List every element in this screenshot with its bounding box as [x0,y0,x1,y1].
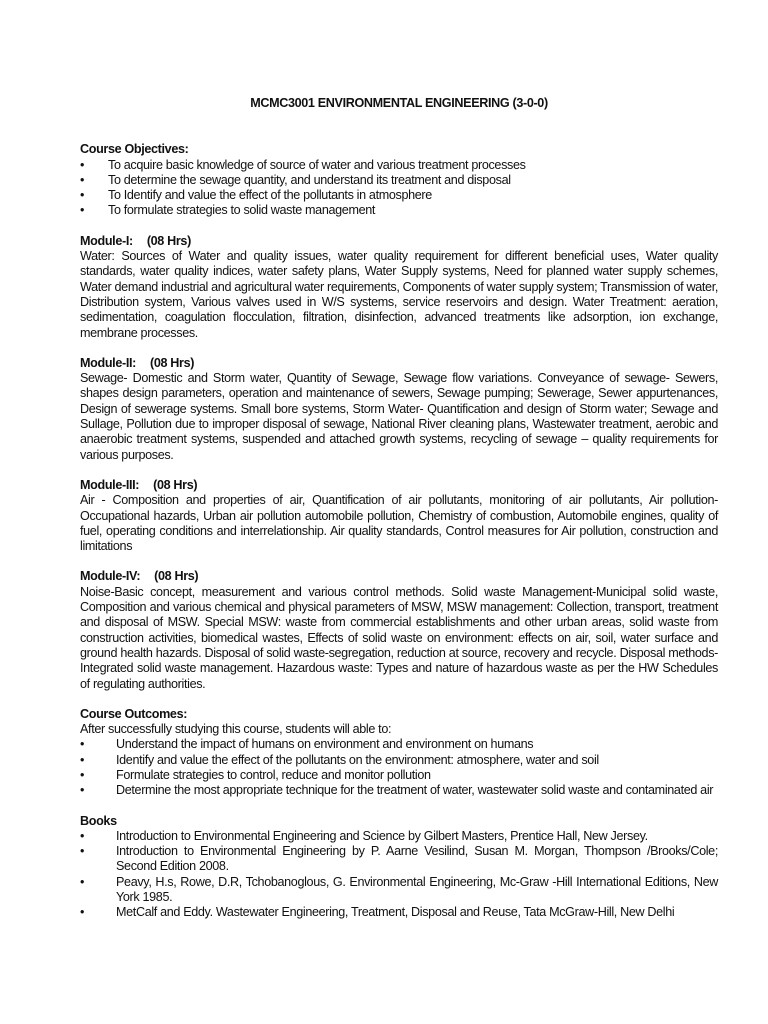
course-outcomes-intro: After successfully studying this course, students will able to: [80,722,392,737]
module-3-section [80,478,718,554]
list-item-text: Understand the impact of humans on environment and environment on humans [116,737,534,752]
list-item-text: Formulate strategies to control, reduce and monitor pollution [116,767,431,782]
bullet-icon: • [80,188,85,203]
course-objectives-heading: Course Objectives: [80,142,189,157]
course-outcomes-section [80,707,718,799]
list-item [80,753,718,768]
list-item [80,188,718,203]
module-hours: (08 Hrs) [149,355,195,370]
module-1-section [80,234,718,341]
bullet-icon: • [80,752,85,767]
list-item-text: Introduction to Environmental Engineering and Science by Gilbert Masters, Prentice Hall, New Jersey. [116,828,648,843]
bullet-icon: • [80,157,85,172]
list-item [80,844,718,875]
objectives-list [80,158,718,219]
list-item [80,768,718,783]
bullet-icon: • [80,203,85,218]
course-outcomes-heading: Course Outcomes: [80,706,188,721]
bullet-icon: • [80,905,85,920]
list-item-text: Determine the most appropriate technique for the treatment of water, wastewater solid waste and contaminated air [116,783,714,798]
module-label: Module-I: [80,233,133,248]
course-objectives-section [80,142,718,218]
bullet-icon: • [80,172,85,187]
list-item [80,737,718,752]
module-heading [80,478,718,493]
list-item-text: To Identify and value the effect of the pollutants in atmosphere [108,188,432,203]
bullet-icon: • [80,828,85,843]
document-title: MCMC3001 ENVIRONMENTAL ENGINEERING (3-0-0) [250,96,548,110]
bullet-icon: • [80,737,85,752]
list-item [80,158,718,173]
module-hours: (08 Hrs) [153,477,198,492]
module-description: Sewage- Domestic and Storm water, Quantity of Sewage, Sewage flow variations. Conveyance of sewage- Sewers, shapes design parameters, operation and maintenance of sewers, Sewage pumping; Sewerage, Sewer appurtenances, Design of sewerage systems. Small bore systems, Storm Water- Quantification and design of Storm water; Sewage and Sullage, Pollution due to improper disposal of sewage, National River cleaning plans, Wastewater treatment, aerobic and anaerobic treatment systems, suspended and attached growth systems, recycling of sewage – quality requirements for various purposes. [80,371,718,462]
module-heading [80,234,718,249]
list-item [80,173,718,188]
bullet-icon: • [80,783,85,798]
list-item [80,875,718,906]
books-list [80,829,718,921]
bullet-icon: • [80,767,85,782]
module-4-section [80,569,718,691]
module-hours: (08 Hrs) [146,233,191,248]
module-description: Air - Composition and properties of air, Quantification of air pollutants, monitoring of air pollutants, Air pollution- Occupational hazards, Urban air pollution automobile pollution, Chemistry of combustion, Automobile engines, quality of fuel, operating conditions and interrelationship. Air quality standards, Control measures for Air pollution, construction and limitations [80,493,718,554]
module-label: Module-III: [80,477,140,492]
module-description: Water: Sources of Water and quality issues, water quality requirement for different beneficial uses, Water quality standards, water quality indices, water safety plans, Water Supply systems, Need for planned water supply schemes, Water demand industrial and agricultural water requirements, Components of water supply system; Transmission of water, Distribution system, Various valves used in W/S systems, service reservoirs and design. Water Treatment: aeration, sedimentation, coagulation flocculation, filtration, disinfection, advanced treatments like adsorption, ion exchange, membrane processes. [80,249,718,340]
module-heading [80,569,718,584]
bullet-icon: • [80,844,85,859]
list-item-text: To acquire basic knowledge of source of water and various treatment processes [108,157,526,172]
outcomes-list [80,737,718,798]
list-item-text: Peavy, H.s, Rowe, D.R, Tchobanoglous, G. Environmental Engineering, Mc-Graw -Hill International Editions, New York 1985. [116,874,718,905]
module-label: Module-II: [80,355,136,370]
bullet-icon: • [80,874,85,889]
list-item [80,829,718,844]
list-item-text: To determine the sewage quantity, and understand its treatment and disposal [108,172,511,187]
document-page [80,96,718,936]
list-item-text: Introduction to Environmental Engineering by P. Aarne Vesilind, Susan M. Morgan, Thompson /Brooks/Cole; Second Edition 2008. [116,844,718,874]
books-heading: Books [80,813,117,828]
list-item-text: Identify and value the effect of the pollutants on the environment: atmosphere, water and soil [116,752,599,767]
books-section [80,814,718,921]
module-hours: (08 Hrs) [154,569,199,584]
list-item [80,783,718,798]
list-item [80,905,718,920]
module-description: Noise-Basic concept, measurement and various control methods. Solid waste Management-Municipal solid waste, Composition and various chemical and physical parameters of MSW, MSW management: Collection, transport, treatment and disposal of MSW. Special MSW: waste from commercial establishments and other urban areas, solid waste from construction activities, biomedical wastes, Effects of solid waste on environment: effects on air, soil, water surface and ground health hazards. Disposal of solid waste-segregation, reduction at source, recovery and recycle. Disposal methods- Integrated solid waste management. Hazardous waste: Types and nature of hazardous waste as per the HW Schedules of regulating authorities. [80,584,718,691]
module-heading [80,356,718,371]
module-label: Module-IV: [80,569,141,584]
list-item [80,203,718,218]
list-item-text: To formulate strategies to solid waste management [108,203,376,218]
list-item-text: MetCalf and Eddy. Wastewater Engineering, Treatment, Disposal and Reuse, Tata McGraw-Hill, New Delhi [116,905,675,920]
module-2-section [80,356,718,463]
